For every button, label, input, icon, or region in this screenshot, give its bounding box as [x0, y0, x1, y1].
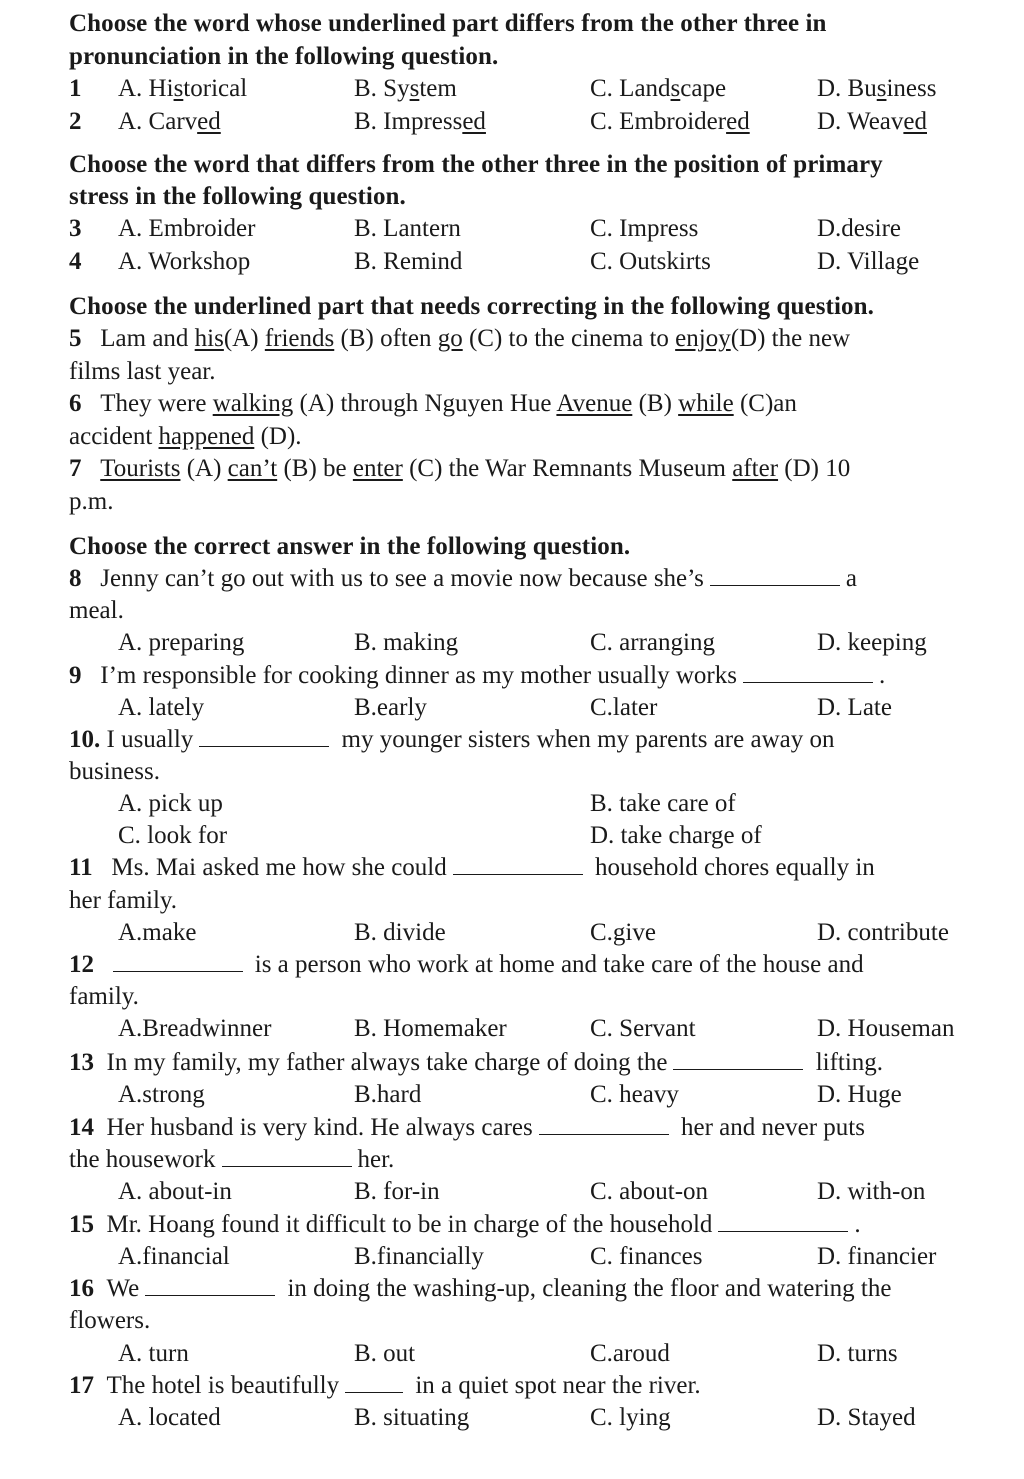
answer-blank[interactable]: [345, 1370, 403, 1393]
option-c[interactable]: C. Outskirts: [590, 248, 711, 275]
option-a[interactable]: A.make: [118, 919, 197, 946]
part-d[interactable]: happened: [158, 423, 255, 450]
option-a[interactable]: A. preparing: [118, 629, 245, 656]
question-7-line-2: p.m.: [69, 488, 114, 515]
question-number: 4: [69, 248, 82, 275]
answer-blank[interactable]: [718, 1209, 848, 1232]
option-a[interactable]: A. turn: [118, 1340, 189, 1367]
question-15-line-1: 15 Mr. Hoang found it difficult to be in charge of the household .: [69, 1211, 861, 1238]
option-d[interactable]: D. Business: [817, 75, 937, 102]
question-number: 6: [69, 390, 82, 417]
part-a[interactable]: Tourists: [100, 455, 181, 482]
answer-blank[interactable]: [453, 852, 583, 875]
question-5-line-1: 5 Lam and his(A) friends (B) often go (C) to the cinema to enjoy(D) the new: [69, 325, 851, 352]
option-c[interactable]: C.aroud: [590, 1340, 670, 1367]
question-8-line-1: 8 Jenny can’t go out with us to see a movie now because she’s a: [69, 565, 857, 592]
part-c[interactable]: go: [437, 325, 463, 352]
part-b[interactable]: friends: [264, 325, 335, 352]
question-8-line-2: meal.: [69, 597, 124, 624]
option-c[interactable]: C. finances: [590, 1243, 703, 1270]
option-a[interactable]: A. Carved: [118, 108, 221, 135]
option-b[interactable]: B. situating: [354, 1404, 470, 1431]
option-a[interactable]: A. located: [118, 1404, 221, 1431]
option-d[interactable]: D. keeping: [817, 629, 927, 656]
section-2-instruction-line-2: stress in the following question.: [69, 183, 406, 210]
question-number: 14: [69, 1114, 94, 1141]
question-12-line-1: 12 is a person who work at home and take care of the house and: [69, 951, 864, 978]
option-b[interactable]: B. Homemaker: [354, 1015, 507, 1042]
option-b[interactable]: B. making: [354, 629, 459, 656]
option-a[interactable]: A. Historical: [118, 75, 248, 102]
option-c[interactable]: C. heavy: [590, 1081, 679, 1108]
question-12-line-2: family.: [69, 983, 139, 1010]
answer-blank[interactable]: [743, 660, 873, 683]
question-11-line-2: her family.: [69, 887, 178, 914]
option-b[interactable]: B. out: [354, 1340, 416, 1367]
question-16-line-1: 16 We in doing the washing-up, cleaning the floor and watering the: [69, 1275, 892, 1302]
option-d[interactable]: D. Village: [817, 248, 920, 275]
option-c[interactable]: C. Impress: [590, 215, 699, 242]
question-9-line-1: 9 I’m responsible for cooking dinner as my mother usually works .: [69, 662, 886, 689]
part-c[interactable]: enter: [352, 455, 403, 482]
option-a[interactable]: A. lately: [118, 694, 205, 721]
option-b[interactable]: B. System: [354, 75, 457, 102]
section-2-instruction-line-1: Choose the word that differs from the other three in the position of primary: [69, 151, 883, 178]
option-c[interactable]: C. Servant: [590, 1015, 696, 1042]
option-a[interactable]: A. pick up: [118, 790, 223, 817]
part-b[interactable]: can’t: [227, 455, 278, 482]
option-b[interactable]: B.hard: [354, 1081, 422, 1108]
option-a[interactable]: A. about-in: [118, 1178, 232, 1205]
option-b[interactable]: B. take care of: [590, 790, 736, 817]
answer-blank[interactable]: [145, 1273, 275, 1296]
option-d[interactable]: D. Late: [817, 694, 892, 721]
section-4-instruction: Choose the correct answer in the following question.: [69, 533, 631, 560]
question-17-line-1: 17 The hotel is beautifully in a quiet spot near the river.: [69, 1372, 701, 1399]
question-number: 2: [69, 108, 82, 135]
option-d[interactable]: D. financier: [817, 1243, 937, 1270]
question-14-line-2: the housework her.: [69, 1146, 395, 1173]
option-c[interactable]: C. Embroidered: [590, 108, 750, 135]
option-b[interactable]: B. divide: [354, 919, 446, 946]
option-c[interactable]: C. about-on: [590, 1178, 709, 1205]
option-a[interactable]: A.Breadwinner: [118, 1015, 272, 1042]
question-number: 16: [69, 1275, 94, 1302]
question-number: 3: [69, 215, 82, 242]
part-d[interactable]: enjoy: [675, 325, 731, 352]
question-number: 9: [69, 662, 82, 689]
answer-blank[interactable]: [673, 1047, 803, 1070]
part-b[interactable]: Avenue: [556, 390, 633, 417]
question-6-line-1: 6 They were walking (A) through Nguyen Hue Avenue (B) while (C)an: [69, 390, 797, 417]
option-d[interactable]: D. Houseman: [817, 1015, 955, 1042]
question-number: 12: [69, 951, 94, 978]
option-c[interactable]: C. arranging: [590, 629, 715, 656]
option-c[interactable]: C. Landscape: [590, 75, 727, 102]
question-number: 15: [69, 1211, 94, 1238]
option-a[interactable]: A. Workshop: [118, 248, 251, 275]
question-11-line-1: 11 Ms. Mai asked me how she could household chores equally in: [69, 854, 875, 881]
section-1-instruction-line-1: Choose the word whose underlined part differs from the other three in: [69, 10, 827, 37]
question-number: 11: [69, 854, 93, 881]
option-a[interactable]: A.strong: [118, 1081, 205, 1108]
option-a[interactable]: A. Embroider: [118, 215, 256, 242]
answer-blank[interactable]: [710, 563, 840, 586]
part-a[interactable]: walking: [212, 390, 294, 417]
answer-blank[interactable]: [199, 724, 329, 747]
section-3-instruction: Choose the underlined part that needs correcting in the following question.: [69, 293, 874, 320]
option-c[interactable]: C.later: [590, 694, 658, 721]
option-a[interactable]: A.financial: [118, 1243, 230, 1270]
question-number: 17: [69, 1372, 94, 1399]
question-13-line-1: 13 In my family, my father always take charge of doing the lifting.: [69, 1049, 884, 1076]
question-number: 7: [69, 455, 82, 482]
question-number: 8: [69, 565, 82, 592]
answer-blank-1[interactable]: [539, 1112, 669, 1135]
option-d[interactable]: D. Stayed: [817, 1404, 916, 1431]
question-5-line-2: films last year.: [69, 358, 216, 385]
option-d[interactable]: D. contribute: [817, 919, 949, 946]
option-d[interactable]: D.desire: [817, 215, 901, 242]
option-b[interactable]: B. Lantern: [354, 215, 461, 242]
part-c[interactable]: while: [678, 390, 734, 417]
part-a[interactable]: his: [194, 325, 224, 352]
option-d[interactable]: D. with-on: [817, 1178, 926, 1205]
question-16-line-2: flowers.: [69, 1307, 151, 1334]
option-d[interactable]: D. take charge of: [590, 822, 762, 849]
answer-blank[interactable]: [113, 949, 243, 972]
question-14-line-1: 14 Her husband is very kind. He always cares her and never puts: [69, 1114, 865, 1141]
question-6-line-2: accident happened (D).: [69, 423, 302, 450]
question-number: 10.: [69, 726, 101, 753]
question-number: 13: [69, 1049, 94, 1076]
part-d[interactable]: after: [732, 455, 779, 482]
option-b[interactable]: B.early: [354, 694, 427, 721]
option-c[interactable]: C. look for: [118, 822, 228, 849]
section-1-instruction-line-2: pronunciation in the following question.: [69, 43, 499, 70]
option-b[interactable]: B. Remind: [354, 248, 463, 275]
question-number: 5: [69, 325, 82, 352]
answer-blank-2[interactable]: [222, 1144, 352, 1167]
option-b[interactable]: B. Impressed: [354, 108, 486, 135]
option-c[interactable]: C. lying: [590, 1404, 671, 1431]
question-number: 1: [69, 75, 82, 102]
option-c[interactable]: C.give: [590, 919, 656, 946]
option-b[interactable]: B. for-in: [354, 1178, 440, 1205]
question-10-line-1: 10. I usually my younger sisters when my parents are away on: [69, 726, 835, 753]
option-b[interactable]: B.financially: [354, 1243, 484, 1270]
option-d[interactable]: D. Huge: [817, 1081, 902, 1108]
option-d[interactable]: D. Weaved: [817, 108, 927, 135]
option-d[interactable]: D. turns: [817, 1340, 898, 1367]
question-7-line-1: 7 Tourists (A) can’t (B) be enter (C) the War Remnants Museum after (D) 10: [69, 455, 851, 482]
question-10-line-2: business.: [69, 758, 160, 785]
